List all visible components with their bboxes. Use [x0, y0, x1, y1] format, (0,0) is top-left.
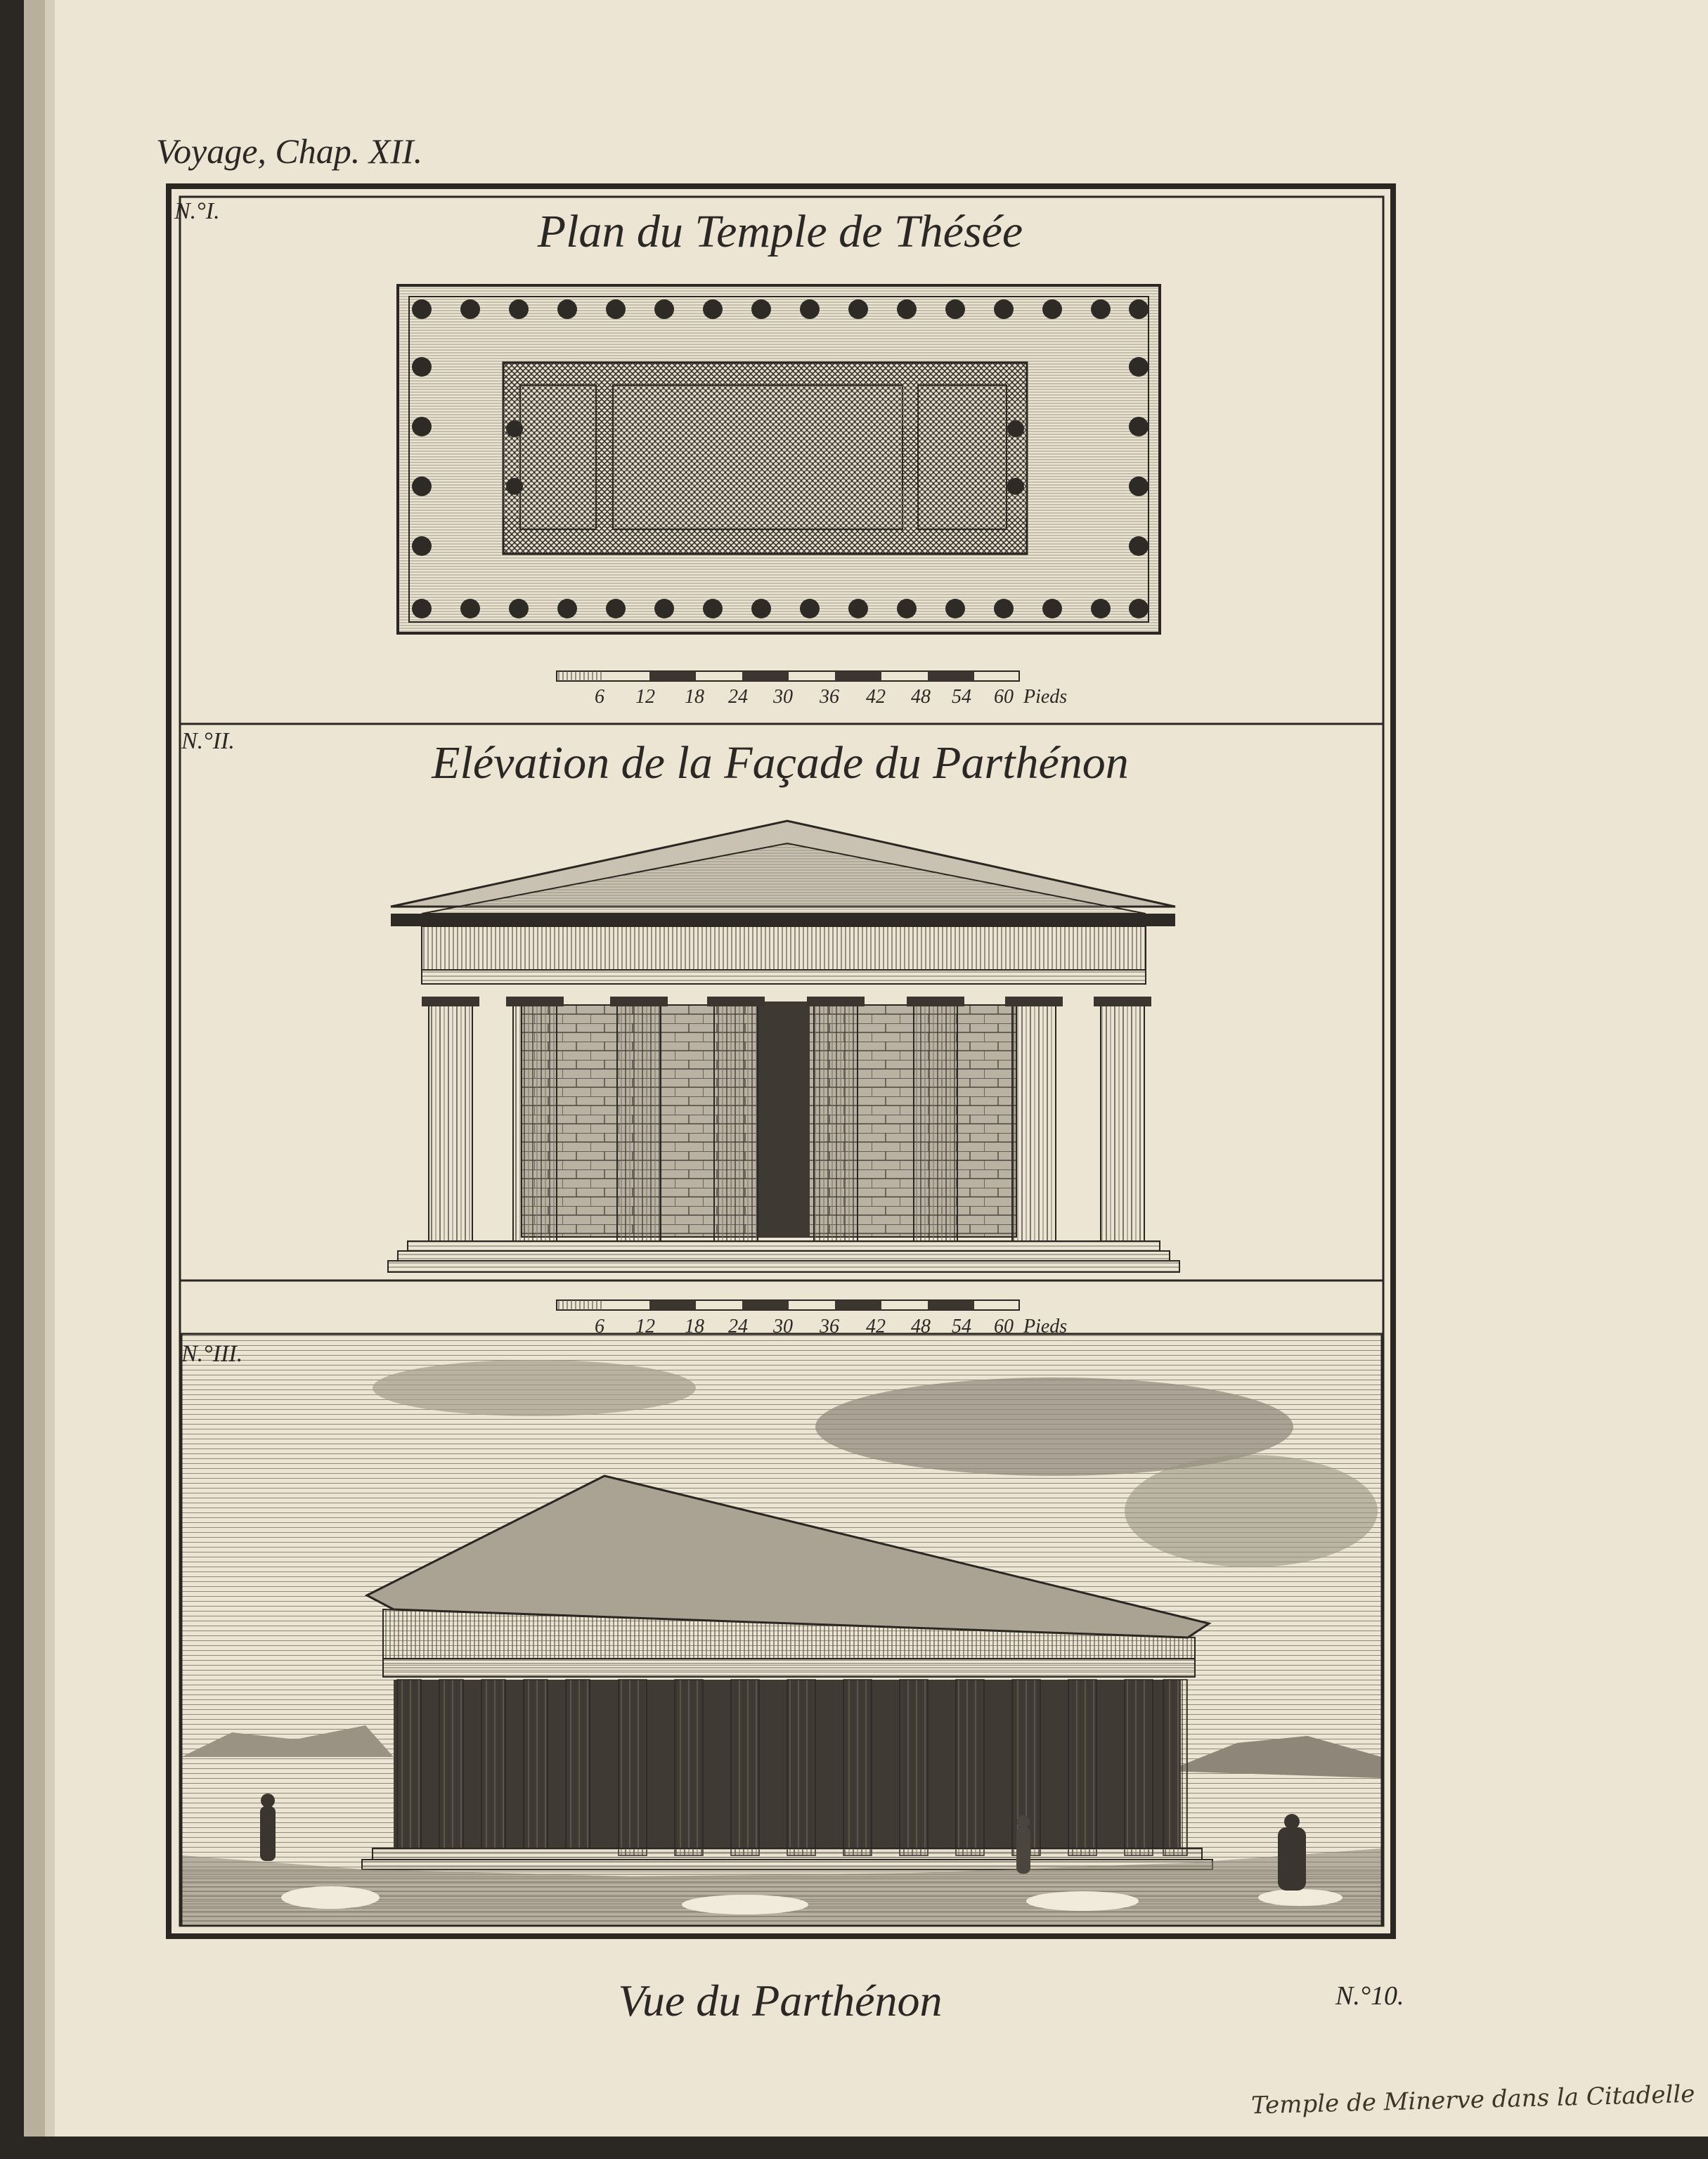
section-number-1: N.°I.: [174, 198, 220, 224]
scale-bar-elevation: [557, 1300, 1019, 1310]
scale-tick-label: 42: [866, 686, 886, 708]
scale-tick-label: 42: [866, 1316, 886, 1337]
scale-tick-label: 6: [595, 1316, 604, 1337]
scale-tick-label: 36: [820, 686, 839, 708]
parthenon-view: [181, 1335, 1382, 1924]
handwritten-annotation: Temple de Minerve dans la Citadelle: [1250, 2080, 1695, 2120]
scale-tick-label: 48: [911, 686, 931, 708]
section-title-elevation: Elévation de la Façade du Parthénon: [432, 737, 1129, 789]
scale-unit-label: Pieds: [1023, 1316, 1068, 1337]
scale-tick-label: 54: [952, 686, 971, 708]
scale-tick-label: 24: [728, 686, 748, 708]
scale-tick-label: 60: [994, 686, 1014, 708]
section-title-plan: Plan du Temple de Thésée: [537, 206, 1023, 257]
facade-elevation: [388, 821, 1179, 1272]
scale-tick-label: 18: [685, 686, 704, 708]
scale-tick-label: 36: [820, 1316, 839, 1337]
scale-tick-label: 18: [685, 1316, 704, 1337]
scale-tick-label: 30: [773, 1316, 793, 1337]
scale-bar-plan: [557, 671, 1019, 681]
scale-tick-label: 48: [911, 1316, 931, 1337]
chapter-header: Voyage, Chap. XII.: [156, 131, 423, 171]
scale-tick-label: 12: [635, 1316, 655, 1337]
scale-tick-label: 12: [635, 686, 655, 708]
scale-tick-label: 60: [994, 1316, 1014, 1337]
scale-unit-label: Pieds: [1023, 686, 1068, 708]
section-number-3: N.°III.: [181, 1341, 243, 1367]
scale-tick-label: 30: [773, 686, 793, 708]
scale-tick-label: 54: [952, 1316, 971, 1337]
plate-number: N.°10.: [1335, 1981, 1404, 2011]
caption-title: Vue du Parthénon: [618, 1976, 943, 2025]
scale-tick-label: 6: [595, 686, 604, 708]
section-number-2: N.°II.: [181, 728, 235, 754]
scale-tick-label: 24: [728, 1316, 748, 1337]
